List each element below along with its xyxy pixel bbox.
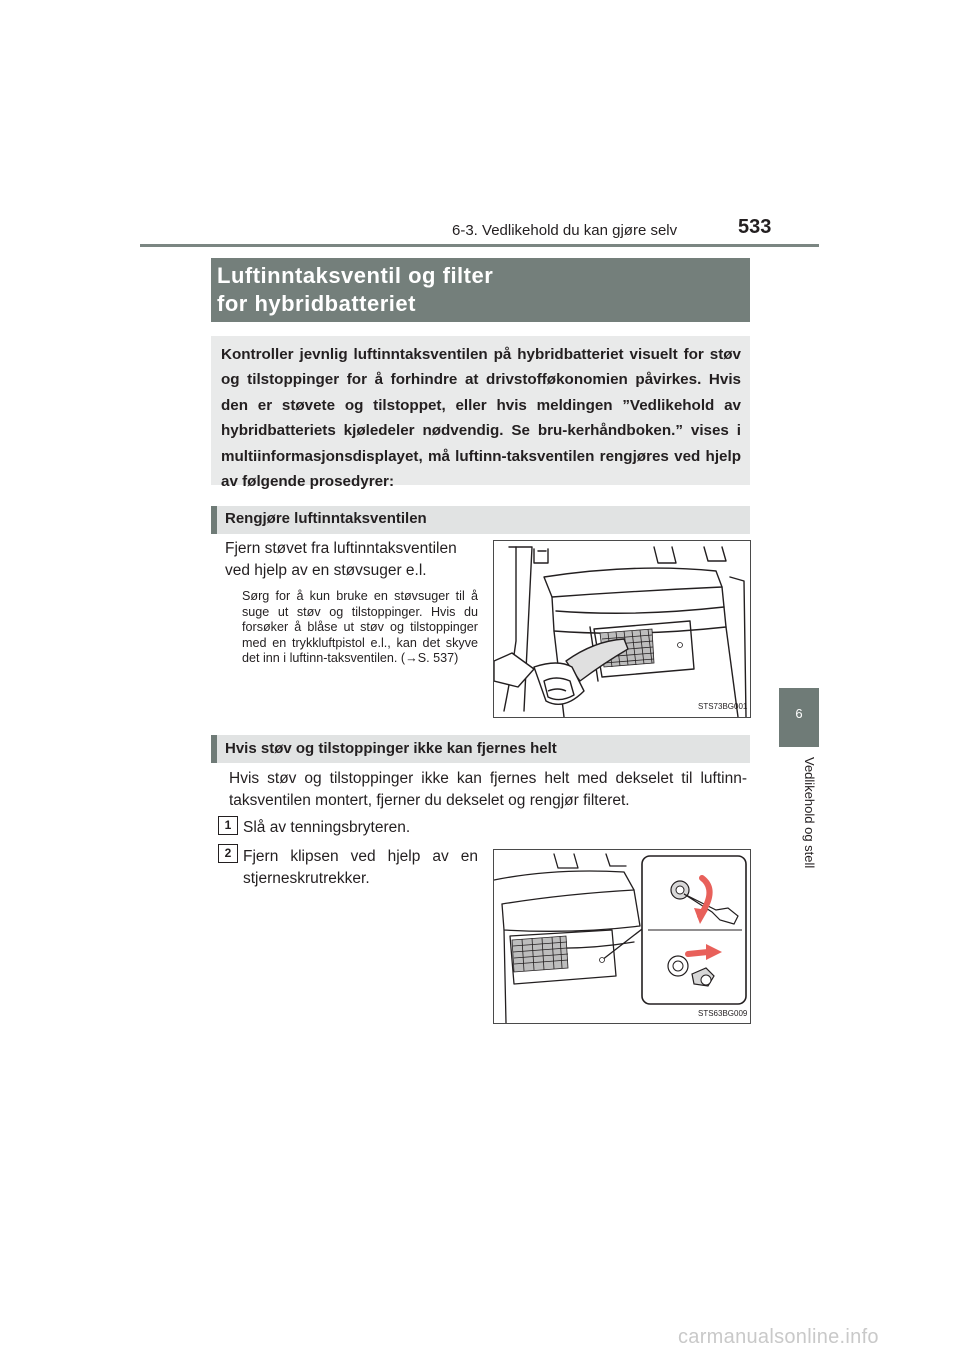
figure-code-1: STS73BG001	[698, 702, 748, 711]
cleaning-note: Sørg for å kun bruke en støvsuger til å suge ut støv og tilstoppinger. Hvis du forsøker å blåse ut støv og tilstoppinger med en trykkluftpistol e.l., kan det skyve det inn i luftinn-taksventilen. (→S. 537)	[242, 589, 478, 665]
figure-code-2: STS63BG009	[698, 1009, 748, 1018]
cleaning-instruction: Fjern støvet fra luftinntaksventilen ved hjelp av en støvsuger e.l.	[225, 540, 457, 579]
figure-clip-removal	[493, 849, 751, 1024]
step-text-2: Fjern klipsen ved hjelp av en stjerneskrutrekker.	[243, 848, 478, 887]
title-line-1: Luftinntaksventil og filter	[217, 263, 494, 288]
step-text-1: Slå av tenningsbryteren.	[243, 819, 411, 836]
subheading-bar-1	[211, 506, 217, 534]
site-watermark[interactable]: carmanualsonline.info	[678, 1326, 879, 1348]
section-title: 6-3. Vedlikehold du kan gjøre selv	[452, 222, 678, 239]
page-title	[217, 262, 737, 318]
header-rule	[140, 244, 819, 247]
subheading-bar-2	[211, 735, 217, 763]
subheading-cleaning: Rengjøre luftinntaksventilen	[225, 510, 427, 527]
figure-vacuum-cleaning	[493, 540, 751, 718]
subheading-not-removed: Hvis støv og tilstoppinger ikke kan fjernes helt	[225, 740, 557, 757]
title-line-2: for hybridbatteriet	[217, 291, 416, 316]
step-number-2: 2	[218, 844, 238, 863]
intro-text: Kontroller jevnlig luftinntaksventilen på hybridbatteriet visuelt for støv og tilstoppinger for å forhindre at drivstofføkonomien påvirkes. Hvis den er støvete og tilstoppet, eller hvis meldingen ”Vedlikehold av hybridbatteriets kjøledeler nødvendig. Se bru-kerhåndboken.” vises i multiinformasjonsdisplayet, må luftinn-taksventilen rengjøres ved hjelp av følgende prosedyrer:	[221, 346, 741, 491]
chapter-number: 6	[795, 706, 803, 721]
section2-body: Hvis støv og tilstoppinger ikke kan fjernes helt med dekselet til luftinn-taksventilen montert, fjerner du dekselet og rengjør filteret.	[229, 770, 747, 809]
vacuum-illustration	[494, 541, 750, 717]
page-number: 533	[738, 216, 772, 238]
step-number-1: 1	[218, 816, 238, 835]
chapter-title: Vedlikehold og stell	[802, 757, 817, 869]
clip-illustration	[494, 850, 750, 1023]
